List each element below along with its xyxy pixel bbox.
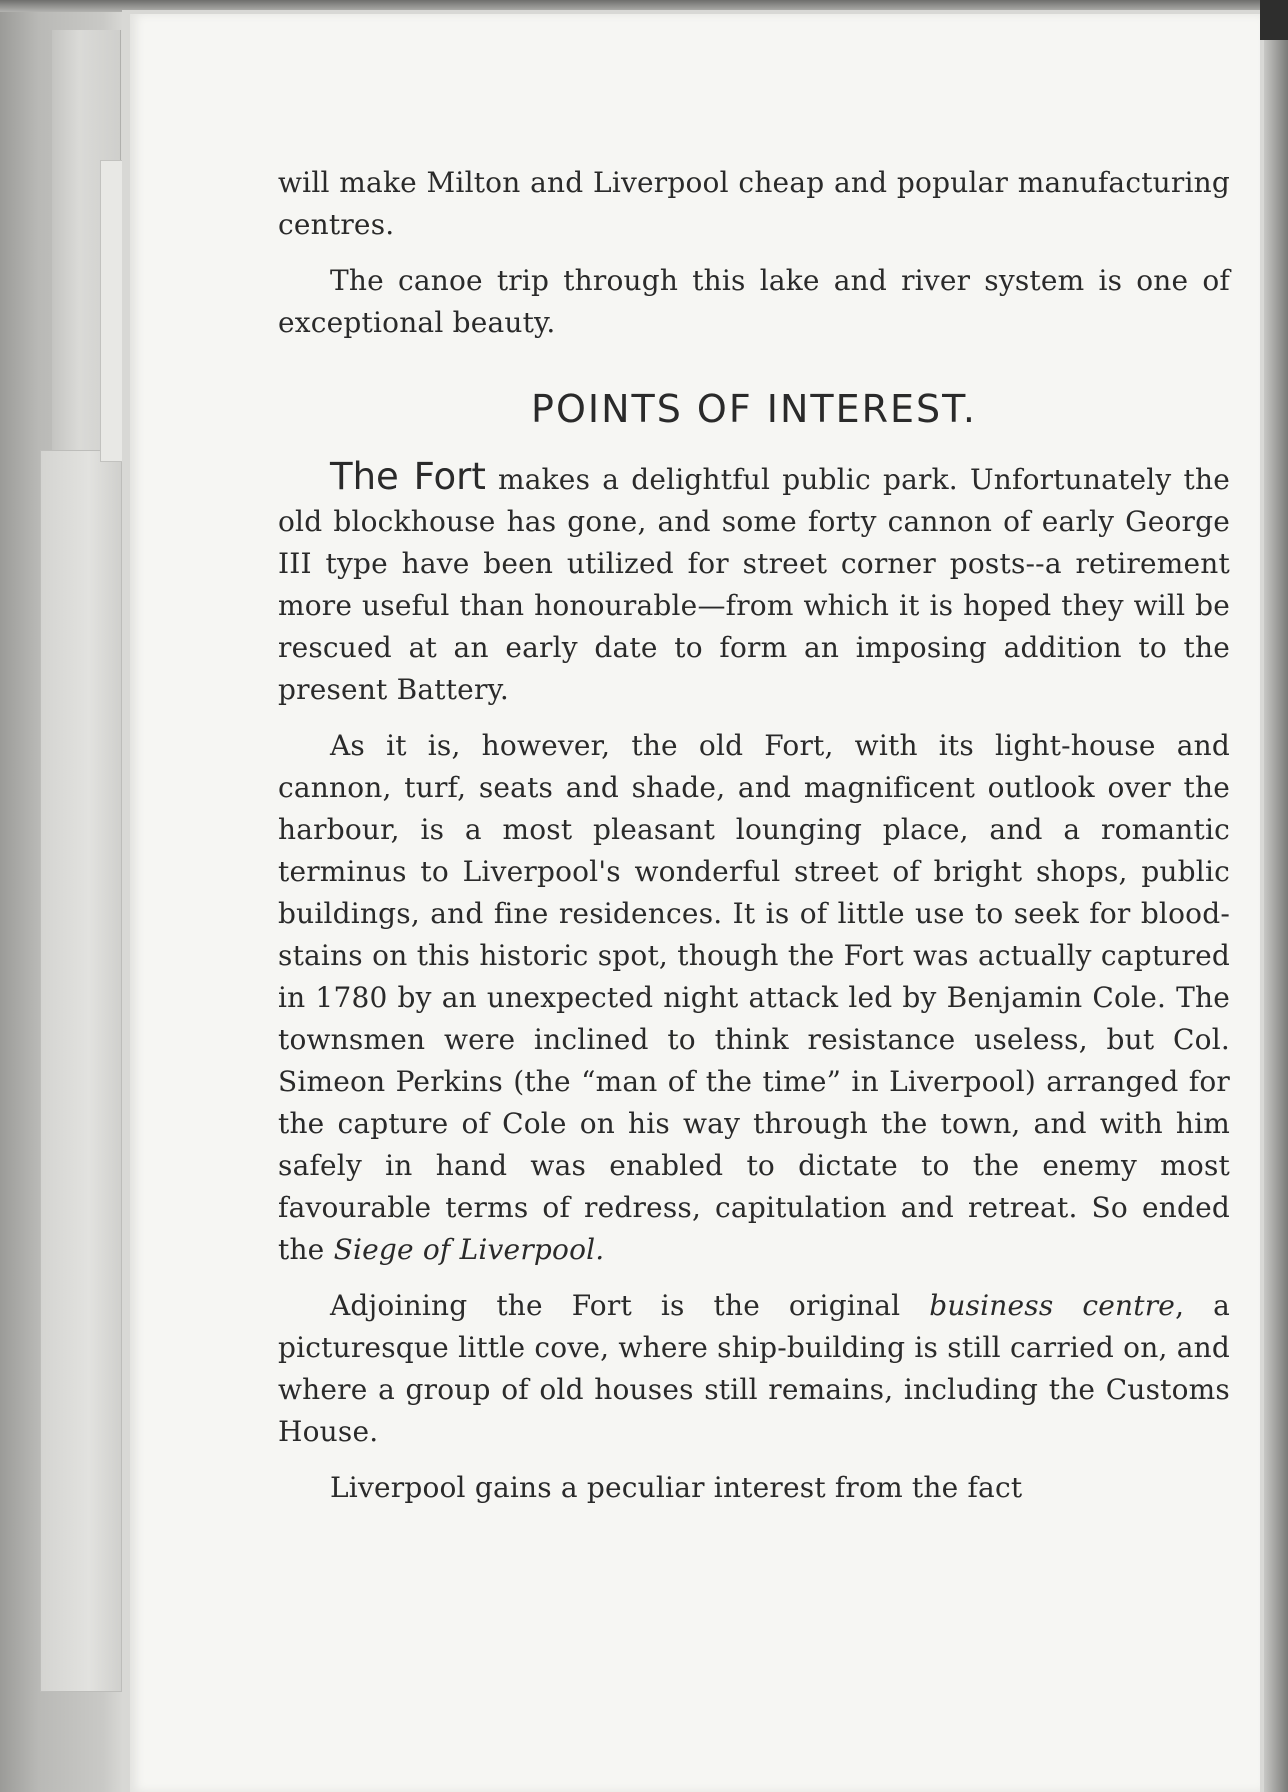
section-heading: POINTS OF INTEREST. xyxy=(531,387,977,431)
paragraph-intro: will make Milton and Liverpool cheap and popular manufacturing centres. xyxy=(278,166,1230,241)
page-text xyxy=(278,162,1230,1509)
business-centre-italic: business centre xyxy=(929,1289,1176,1322)
scan-right-corner xyxy=(1260,0,1288,40)
book-binding-flap xyxy=(40,450,122,1692)
binding-tab xyxy=(100,160,124,462)
fort-lead-term: The Fort xyxy=(330,455,486,498)
paragraph-as-it-is xyxy=(278,725,1230,1271)
adjoining-start: Adjoining the Fort is the original xyxy=(330,1289,930,1322)
paragraph-canoe: The canoe trip through this lake and river system is one of exceptional beauty. xyxy=(278,264,1230,339)
as-it-is-text: As it is, however, the old Fort, with its light-house and cannon, turf, seats and shade, and magnificent outlook over the harbour, is a most pleasant lounging place, and a romantic terminus to Liverpool's wonderful street of bright shops, public buildings, and fine residences. It is of little use to seek for blood-stains on this historic spot, though the Fort was actually captured in 1780 by an unexpected night attack led by Benjamin Cole. The townsmen were inclined to think resistance useless, but Col. Simeon Perkins (the “man of the time” in Liverpool) arranged for the capture of Cole on his way through the town, and with him safely in hand was enabled to dictate to the enemy most favourable terms of redress, capitulation and retreat. So ended the xyxy=(278,729,1230,1266)
scan-right-edge xyxy=(1264,0,1288,1792)
paragraph-last: Liverpool gains a peculiar interest from the fact xyxy=(330,1471,1023,1504)
siege-italic: Siege of Liverpool. xyxy=(333,1233,605,1266)
fort-text: makes a delightful public park. Unfortunately the old blockhouse has gone, and some forty cannon of early George III type have been utilized for street corner posts--a retirement more useful than honourable—from which it is hoped they will be rescued at an early date to form an imposing addition to the present Battery. xyxy=(278,463,1230,706)
adjoining-end: , a picturesque little cove, where ship-building is still carried on, and where a group of old houses still remains, including the Customs House. xyxy=(278,1289,1230,1448)
paragraph-fort xyxy=(278,456,1230,711)
paragraph-adjoining xyxy=(278,1285,1230,1453)
